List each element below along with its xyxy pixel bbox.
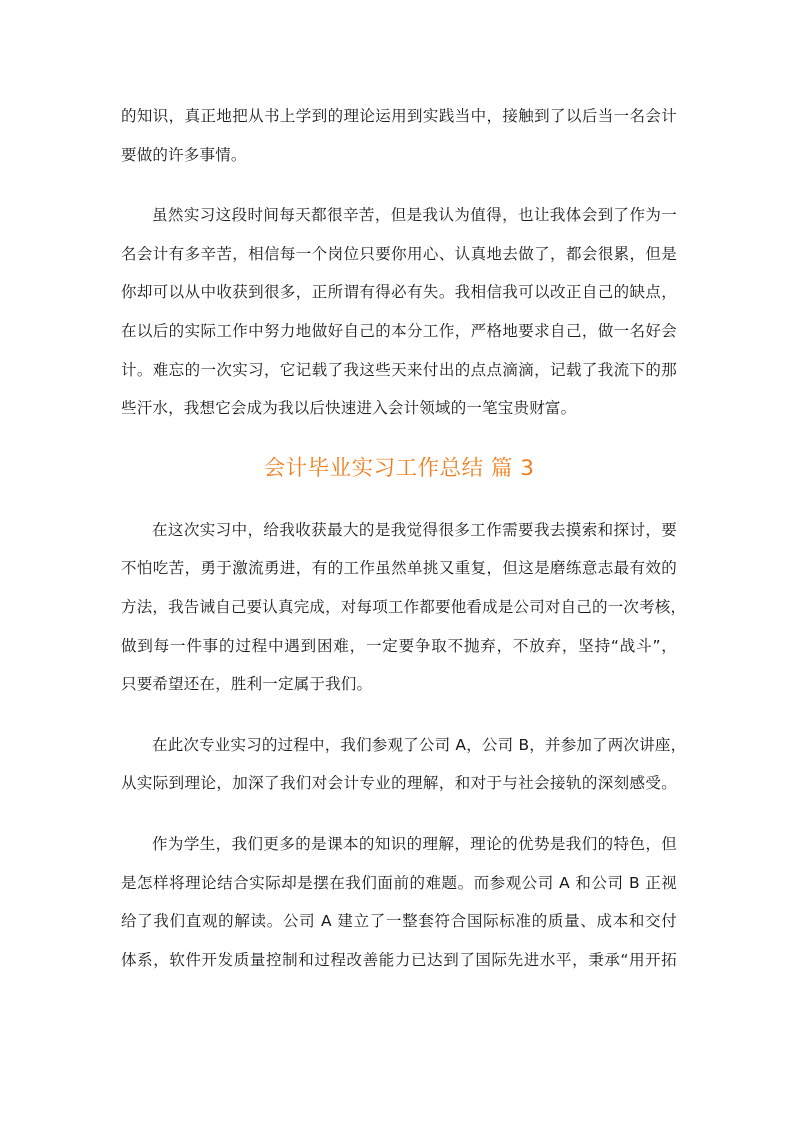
- line-text: 在这次实习中，给我收获最大的是我觉得很多工作需要我去摸索和探讨，要: [152, 520, 677, 539]
- line-text: 计。难忘的一次实习，它记载了我这些天来付出的点点滴滴，记载了我流下的那: [121, 360, 677, 379]
- paragraph-spacer: [121, 174, 677, 196]
- text-line: [121, 235, 677, 274]
- line-text: 不怕吃苦，勇于激流勇进，有的工作虽然单挑又重复，但这是磨练意志最有效的: [121, 559, 677, 578]
- text-line: [121, 864, 677, 903]
- paragraph-spacer: [121, 704, 677, 726]
- text-line: [121, 764, 677, 803]
- line-text: 只要希望还在，胜利一定属于我们。: [121, 675, 373, 694]
- text-line: [121, 136, 677, 175]
- line-text: 是怎样将理论结合实际却是摆在我们面前的难题。而参观公司 A 和公司 B 正视: [121, 873, 677, 892]
- paragraph-5: [121, 825, 677, 979]
- text-line: [121, 97, 677, 136]
- text-line: [121, 726, 687, 765]
- paragraph-2: [121, 196, 677, 428]
- text-line: [121, 196, 677, 235]
- document-page: [121, 97, 687, 979]
- line-text: 在以后的实际工作中努力地做好自己的本分工作，严格地要求自己，做一名好会: [121, 321, 677, 340]
- text-line: [121, 549, 677, 588]
- text-line: [121, 941, 677, 980]
- text-line: [121, 627, 677, 666]
- line-text: 要做的许多事情。: [121, 145, 247, 164]
- line-text: 从实际到理论，加深了我们对会计专业的理解，和对于与社会接轨的深刻感受。: [121, 774, 677, 793]
- line-text: 方法，我告诫自己要认真完成，对每项工作都要他看成是公司对自己的一次考核，: [121, 597, 687, 616]
- line-text: 虽然实习这段时间每天都很辛苦，但是我认为值得，也让我体会到了作为一: [152, 206, 677, 225]
- text-line: [121, 351, 677, 390]
- text-line: [121, 825, 677, 864]
- text-line: [121, 273, 677, 312]
- line-text: 体系，软件开发质量控制和过程改善能力已达到了国际先进水平，秉承“用开拓: [121, 950, 677, 969]
- line-text: 名会计有多辛苦，相信每一个岗位只要你用心、认真地去做了，都会很累，但是: [121, 244, 677, 263]
- text-line: [121, 902, 677, 941]
- text-line: [121, 588, 687, 627]
- line-text: 做到每一件事的过程中遇到困难，一定要争取不抛弃，不放弃，坚持“战斗”，: [121, 636, 677, 655]
- paragraph-1: [121, 97, 677, 174]
- text-line: [121, 312, 677, 351]
- line-text: 些汗水，我想它会成为我以后快速进入会计领域的一笔宝贵财富。: [121, 399, 577, 418]
- paragraph-4: [121, 726, 687, 803]
- line-text: 的知识，真正地把从书上学到的理论运用到实践当中，接触到了以后当一名会计: [121, 107, 677, 125]
- paragraph-3: [121, 511, 687, 704]
- line-text: 给了我们直观的解读。公司 A 建立了一整套符合国际标准的质量、成本和交付: [121, 912, 677, 931]
- line-text: 在此次专业实习的过程中，我们参观了公司 A，公司 B，并参加了两次讲座，: [152, 735, 687, 754]
- paragraph-spacer: [121, 803, 677, 825]
- line-text: 作为学生，我们更多的是课本的知识的理解，理论的优势是我们的特色，但: [152, 834, 677, 853]
- line-text: 你却可以从中收获到很多，正所谓有得必有失。我相信我可以改正自己的缺点，: [121, 283, 677, 302]
- text-line: [121, 511, 677, 550]
- section-heading: 会计毕业实习工作总结 篇 3: [263, 455, 535, 481]
- text-line: [121, 389, 677, 428]
- text-line: [121, 665, 677, 704]
